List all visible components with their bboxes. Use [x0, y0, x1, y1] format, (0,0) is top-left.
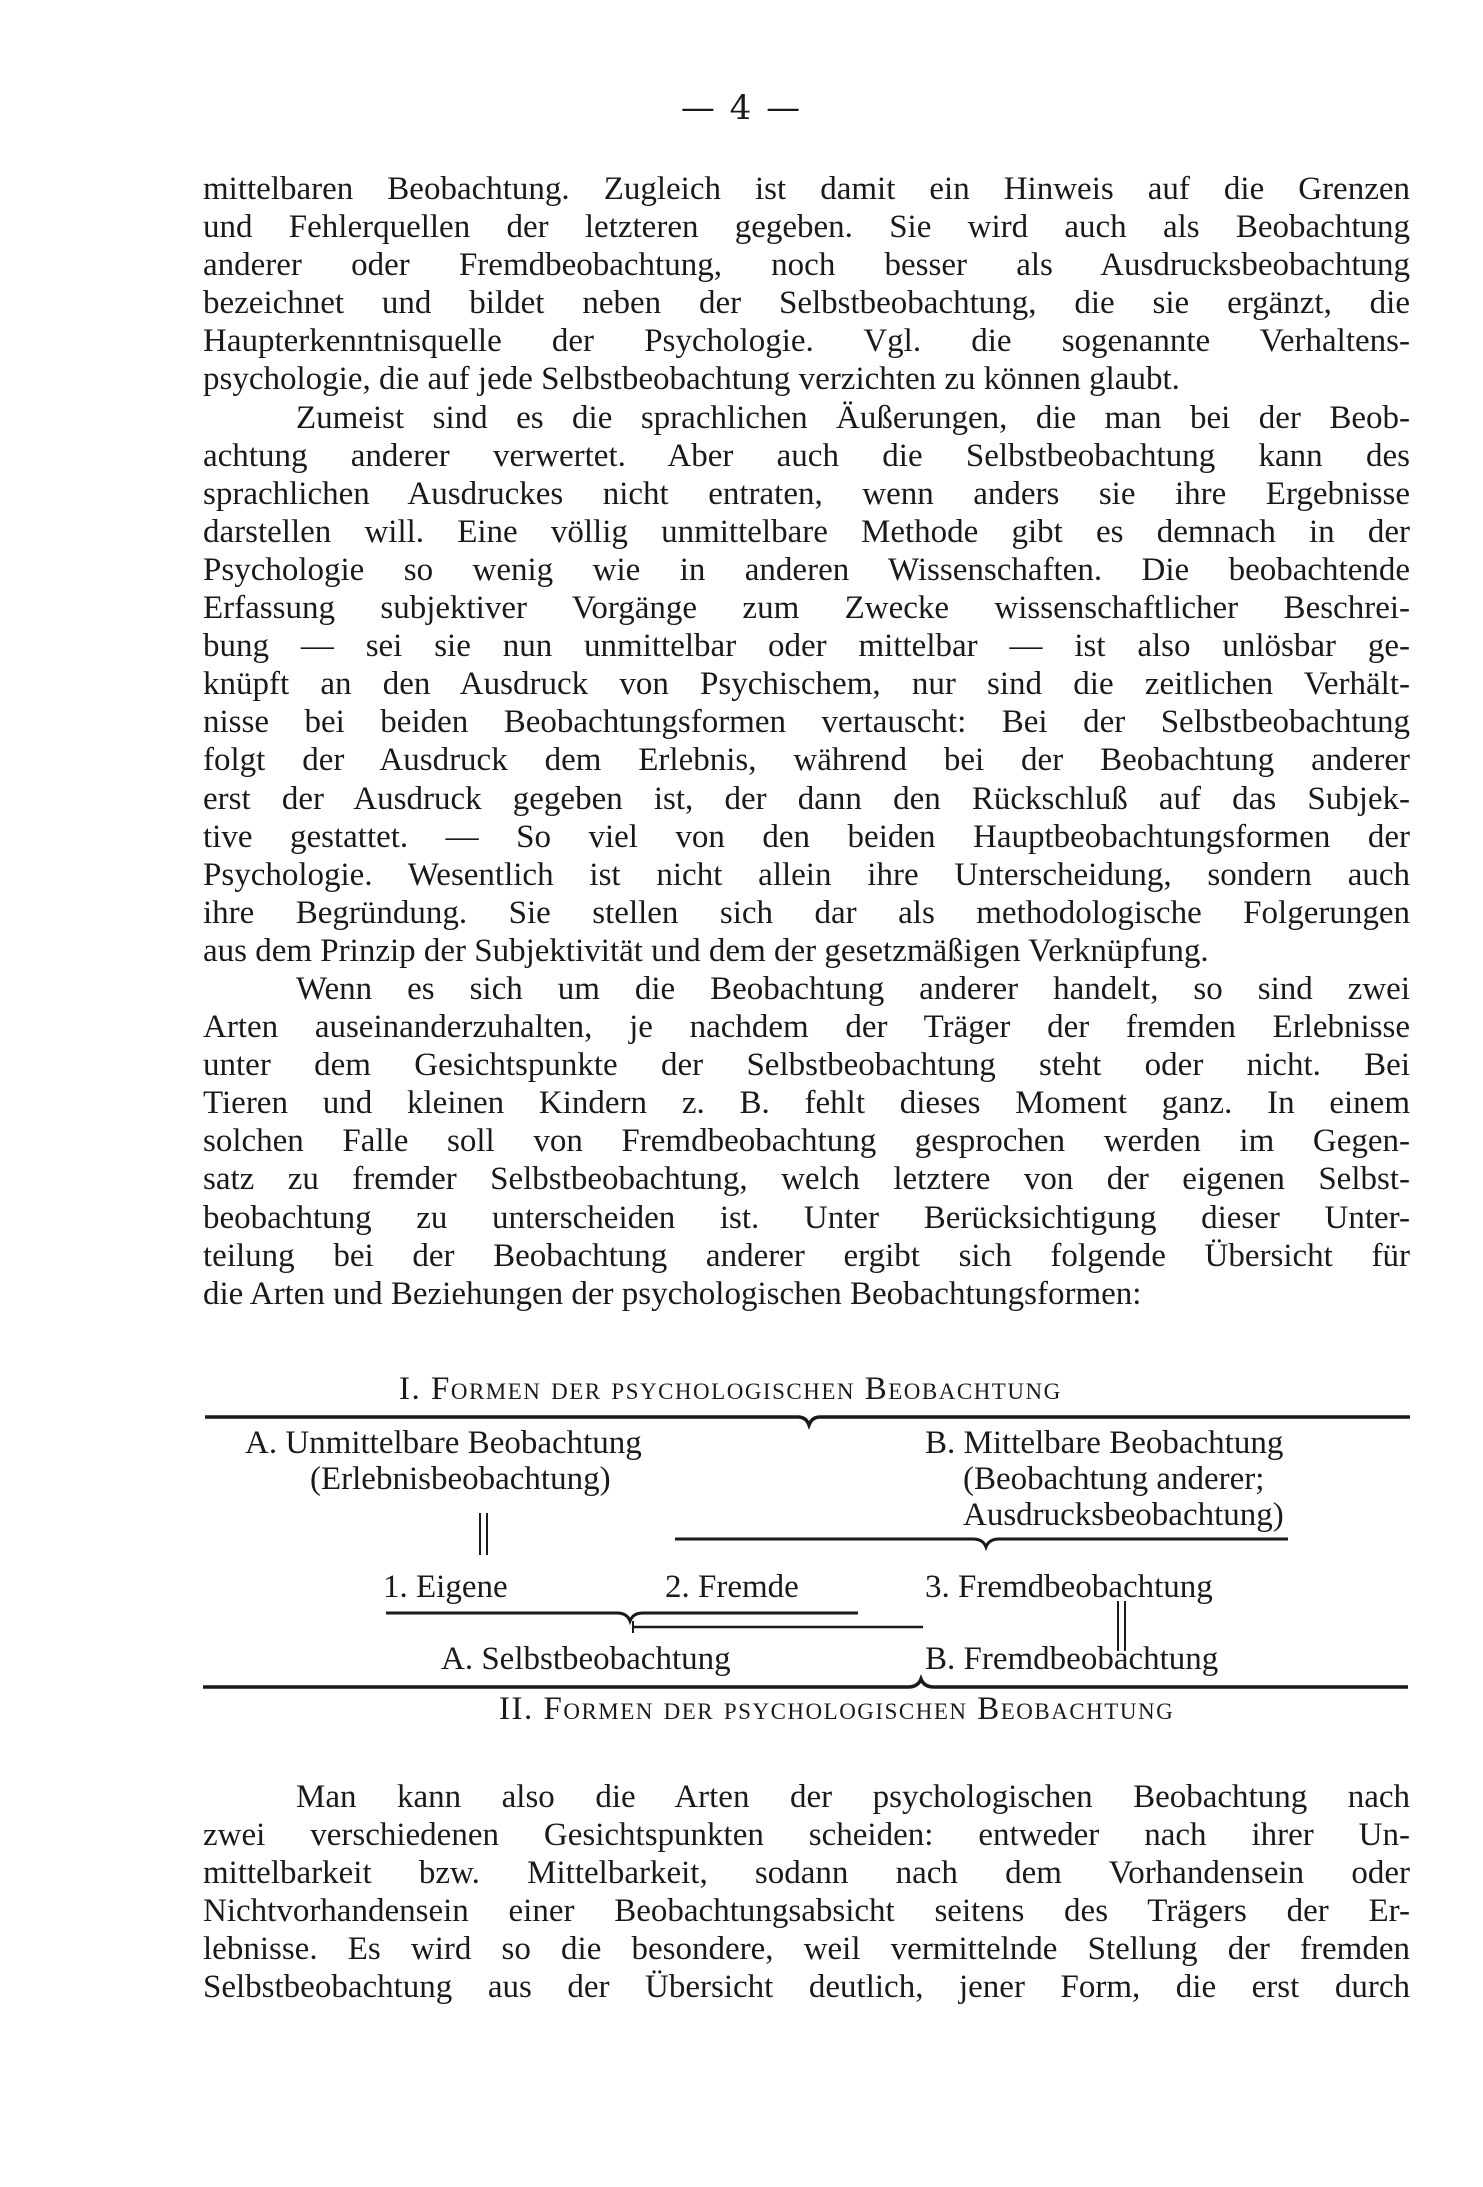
text-line: Psychologie so wenig wie in anderen Wissenschaften. Die beobachtende [203, 551, 1410, 588]
body-text-top [203, 170, 1410, 1313]
diagram-right-sub2: Ausdrucksbeobachtung) [963, 1497, 1284, 1533]
text-line: die Arten und Beziehungen der psychologischen Beobachtungsformen: [203, 1275, 1142, 1312]
text-line: Psychologie. Wesentlich ist nicht allein ihre Unterscheidung, sondern auch [203, 856, 1410, 893]
text-line: erst der Ausdruck gegeben ist, der dann den Rückschluß auf das Subjek- [203, 780, 1410, 817]
text-line: Tieren und kleinen Kindern z. B. fehlt dieses Moment ganz. In einem [203, 1085, 1410, 1122]
text-line: und Fehlerquellen der letzteren gegeben. Sie wird auch als Beobachtung [203, 209, 1410, 246]
text-line: Nichtvorhandensein einer Beobachtungsabsicht seitens des Trägers der Er- [203, 1893, 1410, 1930]
text-line: teilung bei der Beobachtung anderer ergibt sich folgende Übersicht für [203, 1237, 1410, 1274]
text-line: Erfassung subjektiver Vorgänge zum Zwecke wissenschaftlicher Beschrei- [203, 590, 1410, 627]
diagram-bottom-a: A. Selbstbeobachtung [441, 1641, 731, 1677]
text-line: aus dem Prinzip der Subjektivität und dem der gesetzmäßigen Verknüpfung. [203, 932, 1209, 969]
text-line: bezeichnet und bildet neben der Selbstbeobachtung, die sie ergänzt, die [203, 285, 1410, 322]
text-line: Zumeist sind es die sprachlichen Äußerungen, die man bei der Beob- [296, 399, 1410, 436]
bottom-brace [203, 1679, 1408, 1687]
text-line: Haupterkenntnisquelle der Psychologie. Vgl. die sogenannte Verhaltens- [203, 323, 1410, 360]
text-line: ihre Begründung. Sie stellen sich dar als methodologische Folgerungen [203, 894, 1410, 931]
diagram-left-sub: (Erlebnisbeobachtung) [310, 1461, 611, 1497]
text-line: mittelbaren Beobachtung. Zugleich ist damit ein Hinweis auf die Grenzen [203, 171, 1410, 207]
body-text-bottom [203, 1778, 1410, 2007]
text-line: anderer oder Fremdbeobachtung, noch besser als Ausdrucksbeobachtung [203, 247, 1410, 284]
text-line: knüpft an den Ausdruck von Psychischem, nur sind die zeitlichen Verhält- [203, 666, 1410, 703]
text-line: Man kann also die Arten der psychologischen Beobachtung nach [296, 1779, 1410, 1815]
diagram-heading-bottom: II. Formen der psychologischen Beobachtung [499, 1691, 1175, 1727]
text-line: tive gestattet. — So viel von den beiden Hauptbeobachtungsformen der [203, 818, 1410, 855]
text-line: Selbstbeobachtung aus der Übersicht deutlich, jener Form, die erst durch [203, 1969, 1410, 2006]
text-line: zwei verschiedenen Gesichtspunkten scheiden: entweder nach ihrer Un- [203, 1817, 1410, 1854]
diagram-item-1: 1. Eigene [383, 1569, 508, 1605]
diagram-lines [203, 1365, 1410, 1725]
diagram-bottom-b: B. Fremdbeobachtung [925, 1641, 1219, 1677]
text-line: folgt der Ausdruck dem Erlebnis, während bei der Beobachtung anderer [203, 742, 1410, 779]
text-line: Wenn es sich um die Beobachtung anderer handelt, so sind zwei [296, 970, 1410, 1007]
diagram-heading-top: I. Formen der psychologischen Beobachtung [399, 1371, 1062, 1407]
text-line: bung — sei sie nun unmittelbar oder mittelbar — ist also unlösbar ge- [203, 628, 1410, 665]
diagram-left-main: A. Unmittelbare Beobachtung [245, 1425, 642, 1461]
text-line: lebnisse. Es wird so die besondere, weil vermittelnde Stellung der fremden [203, 1931, 1410, 1968]
diagram-item-2: 2. Fremde [665, 1569, 799, 1605]
middle-brace [675, 1539, 1288, 1547]
text-line: darstellen will. Eine völlig unmittelbare Methode gibt es demnach in der [203, 513, 1410, 550]
text-line: solchen Falle soll von Fremdbeobachtung gesprochen werden im Gegen- [203, 1123, 1410, 1160]
diagram-item-3: 3. Fremdbeobachtung [925, 1569, 1213, 1605]
page-number: — 4 — [680, 88, 803, 128]
diagram-right-sub1: (Beobachtung anderer; [963, 1461, 1265, 1497]
lower-brace-left [386, 1613, 858, 1621]
text-line: achtung anderer verwertet. Aber auch die Selbstbeobachtung kann des [203, 437, 1410, 474]
text-line: beobachtung zu unterscheiden ist. Unter Berücksichtigung dieser Unter- [203, 1199, 1410, 1236]
observation-forms-diagram [203, 1365, 1410, 1725]
diagram-right-main: B. Mittelbare Beobachtung [925, 1425, 1284, 1461]
text-line: psychologie, die auf jede Selbstbeobachtung verzichten zu können glaubt. [203, 361, 1180, 398]
text-line: mittelbarkeit bzw. Mittelbarkeit, sodann nach dem Vorhandensein oder [203, 1855, 1410, 1892]
text-line: unter dem Gesichtspunkte der Selbstbeobachtung steht oder nicht. Bei [203, 1047, 1410, 1084]
top-brace [205, 1417, 1410, 1425]
text-line: nisse bei beiden Beobachtungsformen vertauscht: Bei der Selbstbeobachtung [203, 704, 1410, 741]
text-line: satz zu fremder Selbstbeobachtung, welch letztere von der eigenen Selbst- [203, 1161, 1410, 1198]
text-line: sprachlichen Ausdruckes nicht entraten, wenn anders sie ihre Ergebnisse [203, 475, 1410, 512]
text-line: Arten auseinanderzuhalten, je nachdem der Träger der fremden Erlebnisse [203, 1009, 1410, 1046]
